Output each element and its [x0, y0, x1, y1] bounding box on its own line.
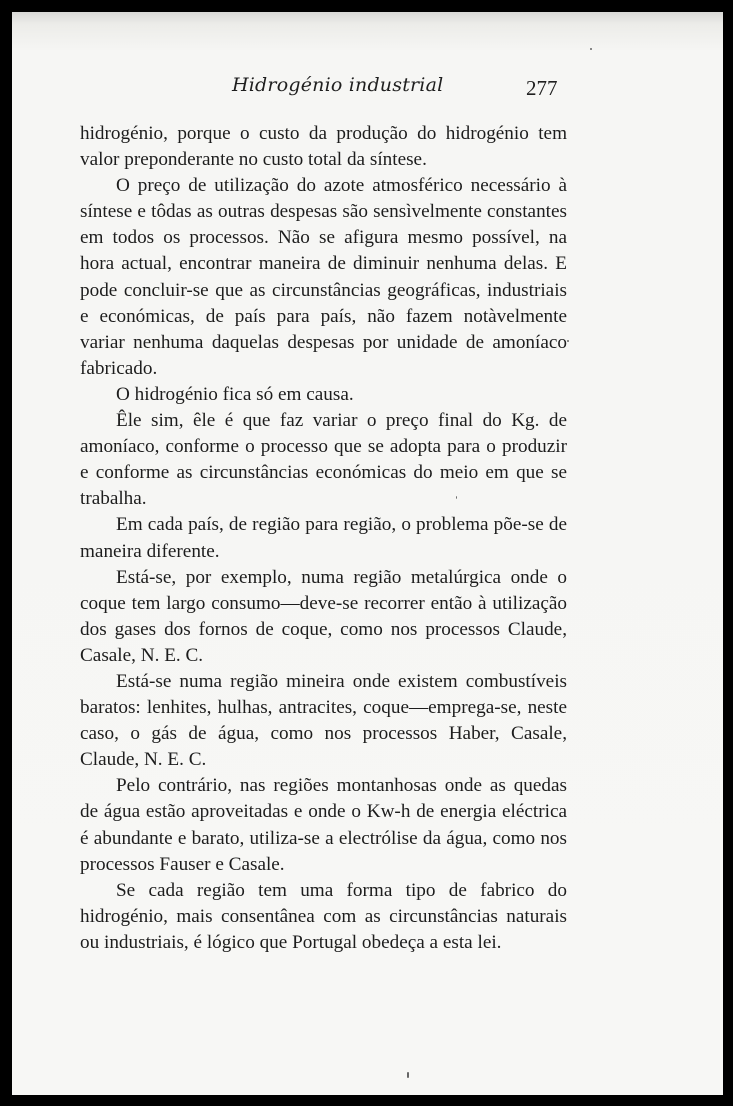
body-text	[80, 121, 567, 956]
paper-speck	[590, 48, 592, 50]
paragraph-4: Êle sim, êle é que faz variar o preço final do Kg. de amoníaco, conforme o processo que se adopta para o produzir e conforme as circunstâncias económicas do meio em que se trabalha.	[80, 410, 567, 510]
paragraph-2: O preço de utilização do azote atmosférico necessário à síntese e tôdas as outras despesas são sensìvelmente constantes em todos os processos. Não se afigura mesmo possível, na hora actual, encontrar maneira de diminuir nenhuma delas. E pode concluir-se que as circunstâncias geográficas, industriais e económicas, de país para país, não fazem notàvelmente variar nenhuma daquelas despesas por unidade de amoníaco fabricado.	[80, 175, 567, 379]
paragraph-8: Pelo contrário, nas regiões montanhosas onde as quedas de água estão aproveitadas e onde o Kw-h de energia eléctrica é abundante e barato, utiliza-se a electrólise da água, como nos processos Fauser e Casale.	[80, 775, 567, 875]
running-title: Hidrogénio industrial	[232, 74, 444, 96]
paragraph-3: O hidrogénio fica só em causa.	[116, 383, 354, 405]
paragraph-7: Está-se numa região mineira onde existem combustíveis baratos: lenhites, hulhas, antracites, coque—emprega-se, neste caso, o gás de água, como nos processos Haber, Casale, Claude, N. E. C.	[80, 670, 567, 771]
paper-speck	[567, 340, 569, 342]
paragraph-1: hidrogénio, porque o custo da produção do hidrogénio tem valor preponderante no custo total da síntese.	[80, 123, 567, 171]
paragraph-9: Se cada região tem uma forma tipo de fabrico do hidrogénio, mais consentânea com as circunstâncias naturais ou industriais, é lógico que Portugal obedeça a esta lei.	[80, 879, 567, 953]
paragraph-6: Está-se, por exemplo, numa região metalúrgica onde o coque tem largo consumo—deve-se recorrer então à utilização dos gases dos fornos de coque, como nos processos Claude, Casale, N. E. C.	[80, 566, 567, 666]
book-page	[12, 12, 723, 1095]
paragraph-5: Em cada país, de região para região, o problema põe-se de maneira diferente.	[80, 514, 567, 562]
paper-speck	[456, 496, 457, 499]
running-head	[12, 74, 723, 104]
page-number: 277	[526, 76, 558, 100]
paper-speck	[407, 1072, 409, 1078]
